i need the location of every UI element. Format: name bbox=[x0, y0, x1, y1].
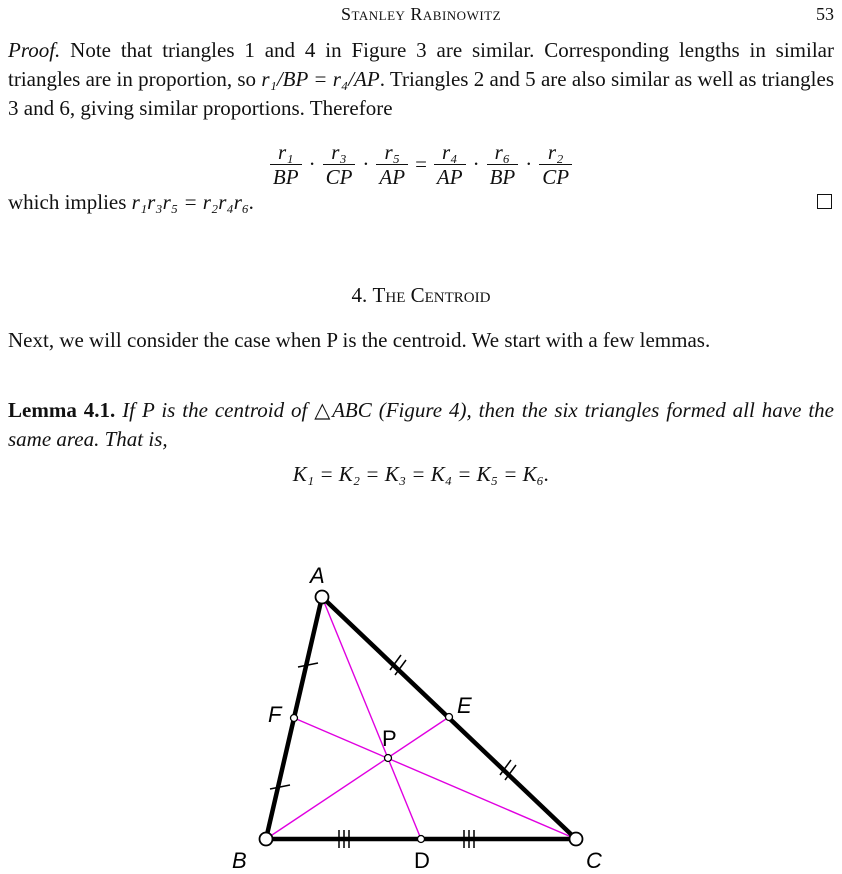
implies-formula: r₁r₃r₅ = r₂r₄r₆. bbox=[131, 190, 255, 214]
lemma-statement: If P is the centroid of △ABC (Figure 4), then the six triangles formed all have the same area. That is, bbox=[8, 398, 834, 451]
label-a: A bbox=[310, 563, 325, 588]
median-cf bbox=[294, 718, 576, 839]
section-title: The Centroid bbox=[372, 283, 491, 307]
fraction: $\frac{\text{r₅}}{AP}$ bbox=[376, 140, 408, 189]
section-heading bbox=[0, 283, 842, 308]
label-c: C bbox=[586, 848, 602, 873]
fraction: $\frac{\text{r₁}}{BP}$ bbox=[270, 140, 302, 189]
label-e: E bbox=[457, 693, 472, 718]
median-ad bbox=[322, 597, 421, 839]
fraction: $\frac{\text{r₆}}{BP}$ bbox=[487, 140, 519, 189]
proof-label: Proof. bbox=[8, 38, 61, 62]
page-number: 53 bbox=[816, 4, 834, 24]
qed-box bbox=[817, 194, 832, 209]
vertex-a bbox=[316, 591, 329, 604]
proof-text-2: . Triangles 2 and 5 are also similar as well as triangles 3 and 6, giving similar proportions. Therefore bbox=[8, 67, 835, 120]
lemma-label: Lemma 4.1. bbox=[8, 398, 116, 422]
centroid-figure bbox=[0, 540, 842, 874]
vertex-b bbox=[260, 833, 273, 846]
median-be bbox=[266, 717, 449, 839]
equation-proportions: $\frac{\text{r₁}}{BP}$ · $\frac{\text{r₃}}{CP}$ · $\frac{\text{r₅}}{AP}$ = $\frac{\text{r₄}}{AP}$ · $\frac{\text{r₆}}{BP}$ · $\frac{\text{r₂}}{CP}$ bbox=[0, 140, 842, 189]
label-f: F bbox=[268, 702, 282, 727]
label-d: D bbox=[414, 848, 430, 873]
point-p bbox=[385, 755, 392, 762]
point-d bbox=[418, 836, 425, 843]
implies-text: which implies bbox=[8, 190, 127, 214]
proof-paragraph bbox=[8, 36, 834, 123]
fraction: $\frac{\text{r₃}}{CP}$ bbox=[323, 140, 356, 189]
label-b: B bbox=[232, 848, 247, 873]
proof-ratio: r₁/BP = r₄/AP bbox=[261, 67, 380, 91]
section-number: 4. bbox=[351, 283, 368, 307]
label-p: P bbox=[382, 726, 397, 751]
proof-text: Note that triangles 1 and 4 in Figure 3 are similar. Corresponding lengths in similar triangles are in proportion, so bbox=[8, 38, 834, 91]
fraction: $\frac{\text{r₄}}{AP}$ bbox=[434, 140, 466, 189]
vertex-c bbox=[570, 833, 583, 846]
point-f bbox=[291, 715, 298, 722]
fraction: $\frac{\text{r₂}}{CP}$ bbox=[539, 140, 572, 189]
implies-line bbox=[8, 188, 834, 217]
area-equation: K₁ = K₂ = K₃ = K₄ = K₅ = K₆. bbox=[292, 462, 550, 486]
intro-paragraph: Next, we will consider the case when P is the centroid. We start with a few lemmas. bbox=[8, 328, 711, 352]
equation-areas bbox=[0, 462, 842, 487]
lemma-paragraph bbox=[8, 396, 834, 454]
header-author: Stanley Rabinowitz bbox=[340, 4, 502, 24]
running-header bbox=[0, 4, 842, 25]
point-e bbox=[446, 714, 453, 721]
